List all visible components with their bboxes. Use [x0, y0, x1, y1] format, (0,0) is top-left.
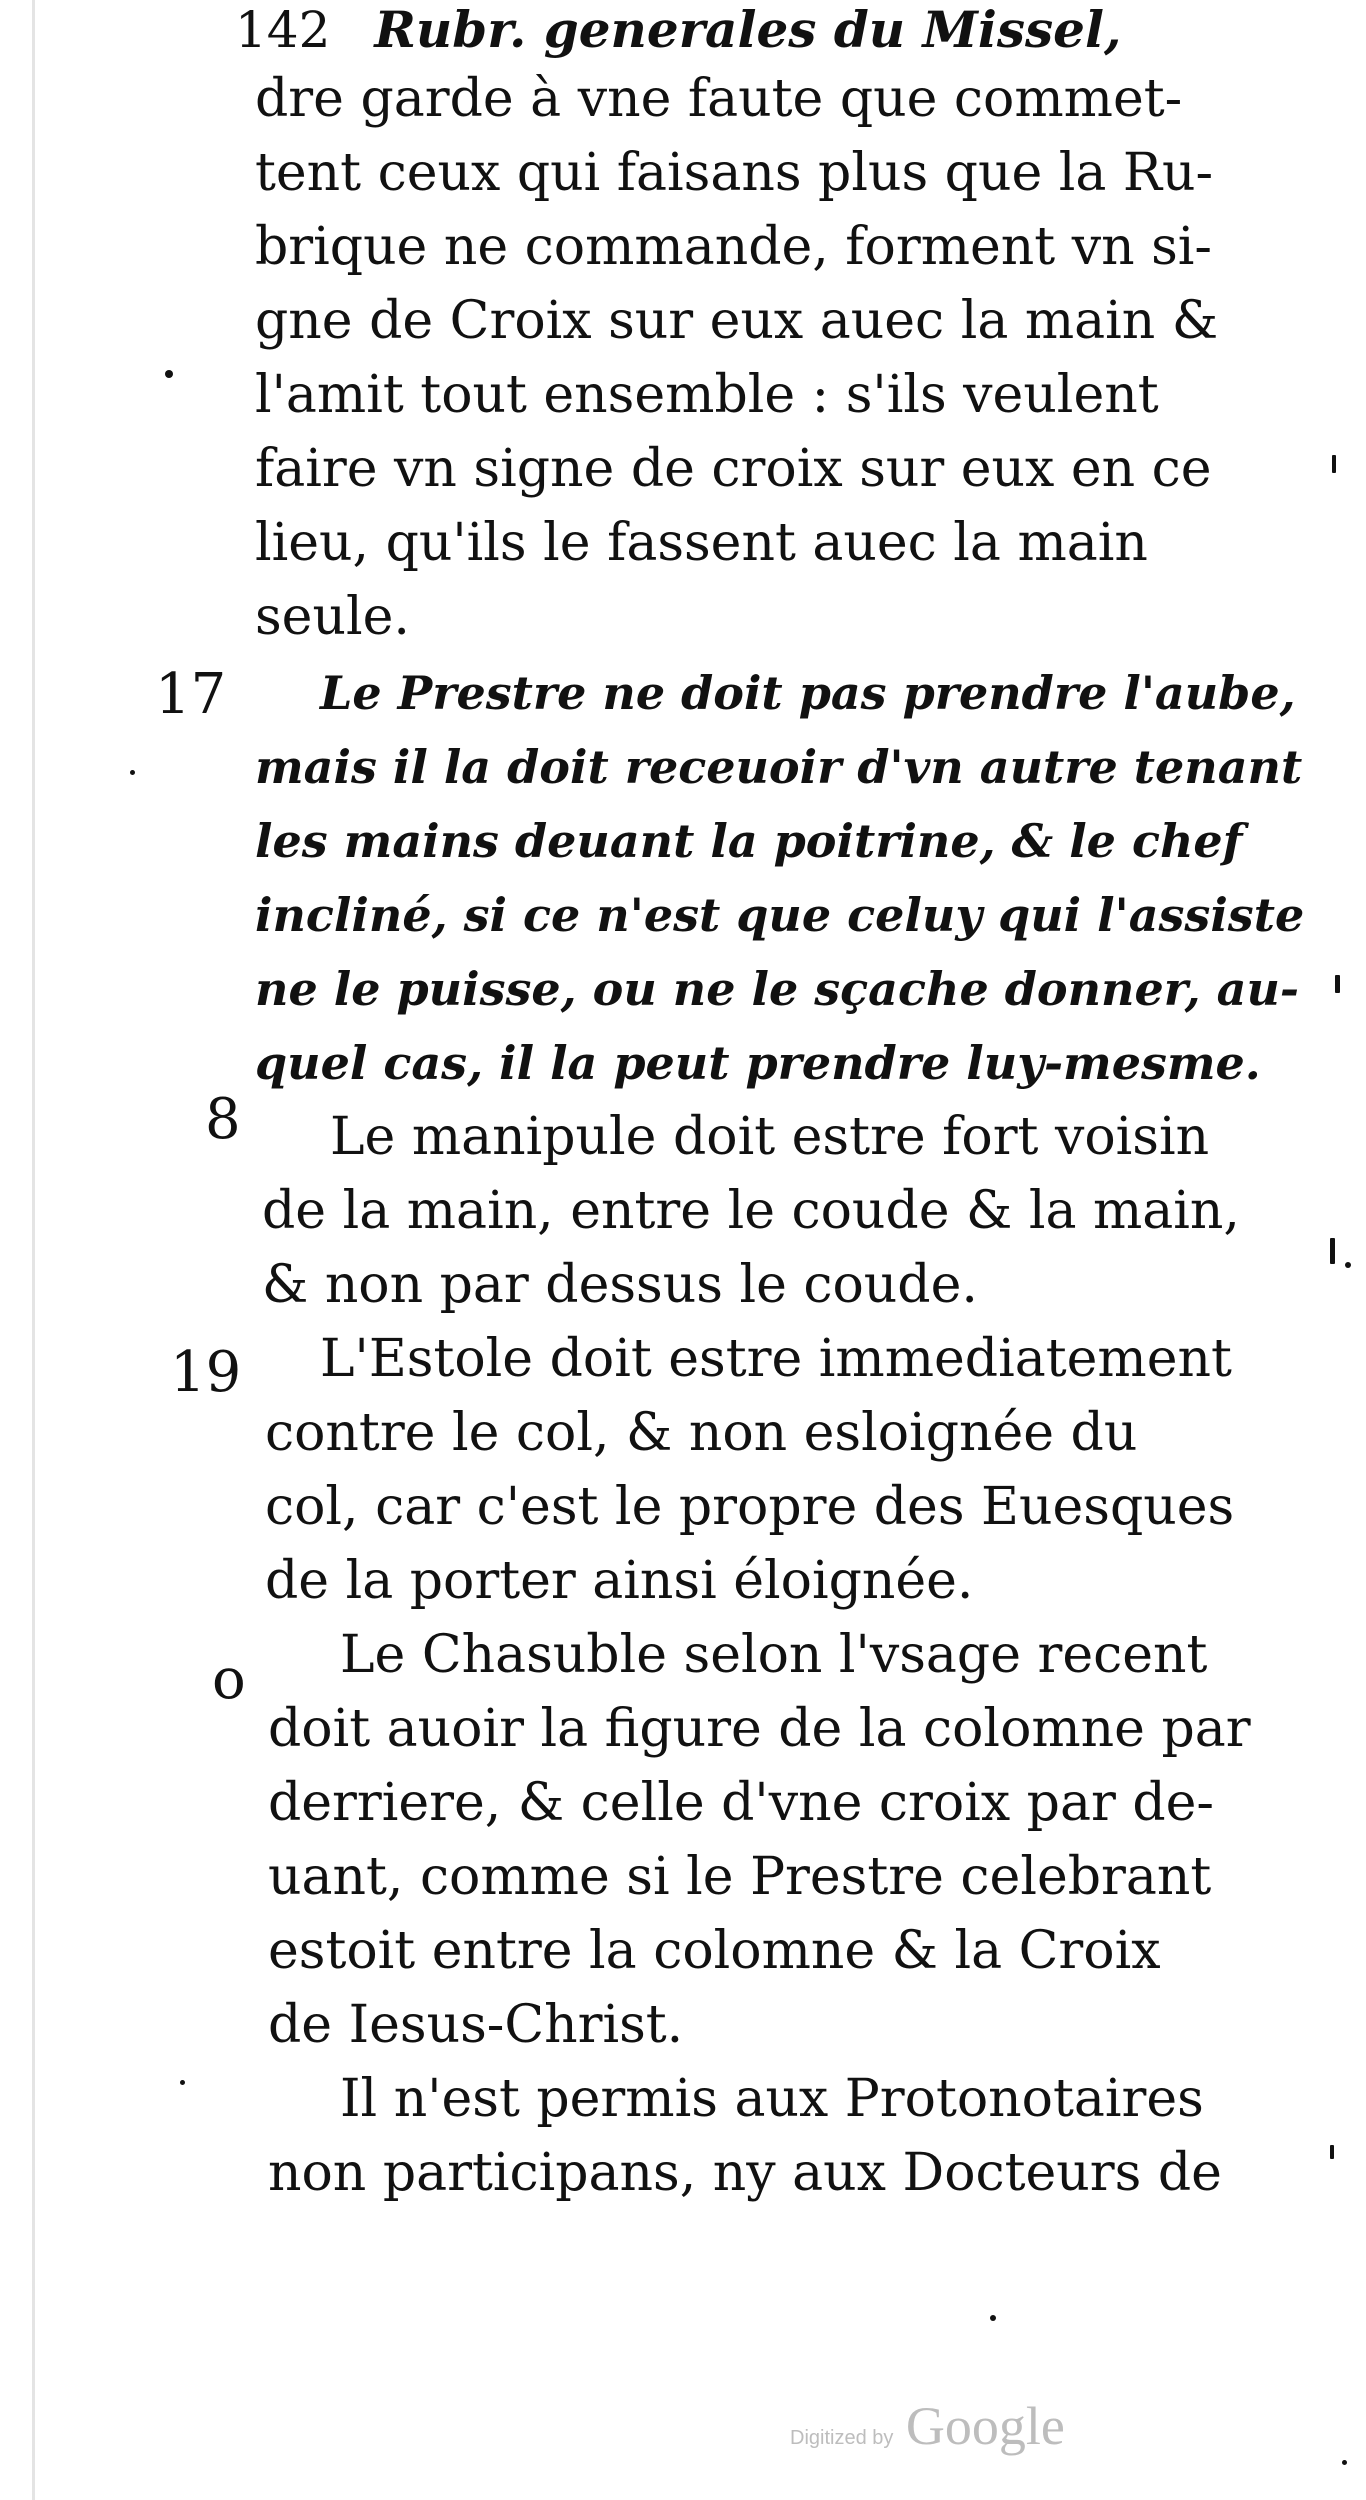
scan-speck — [1335, 975, 1340, 993]
text-line: de la main, entre le coude & la main, — [262, 1181, 1240, 1241]
text-line: L'Estole doit estre immediatement — [320, 1329, 1232, 1389]
text-line: l'amit tout ensemble : s'ils veulent — [255, 365, 1159, 425]
scan-speck — [1345, 1262, 1351, 1268]
text-line: uant, comme si le Prestre celebrant — [268, 1847, 1212, 1907]
scan-speck — [180, 2080, 185, 2085]
margin-number: 19 — [170, 1340, 242, 1405]
text-line: derriere, & celle d'vne croix par de- — [268, 1773, 1214, 1833]
text-line: tent ceux qui faisans plus que la Ru- — [255, 143, 1214, 203]
text-line: quel cas, il la peut prendre luy-mesme. — [255, 1036, 1261, 1090]
scan-speck — [990, 2315, 996, 2321]
text-line: contre le col, & non esloignée du — [265, 1403, 1138, 1463]
text-line: & non par dessus le coude. — [262, 1255, 978, 1315]
running-header — [235, 0, 1121, 60]
text-line: Le manipule doit estre fort voisin — [330, 1107, 1210, 1167]
scan-speck — [1330, 2145, 1334, 2159]
text-line: col, car c'est le propre des Euesques — [265, 1477, 1235, 1537]
text-line: estoit entre la colomne & la Croix — [268, 1921, 1161, 1981]
scan-speck — [1342, 2460, 1347, 2465]
margin-number: 17 — [155, 662, 227, 727]
text-line: lieu, qu'ils le fassent auec la main — [255, 513, 1148, 573]
text-line: faire vn signe de croix sur eux en ce — [255, 439, 1212, 499]
scan-speck — [1332, 455, 1336, 473]
text-line: ne le puisse, ou ne le sçache donner, au- — [255, 962, 1299, 1016]
text-line: Il n'est permis aux Protonotaires — [340, 2069, 1204, 2129]
text-line: gne de Croix sur eux auec la main & — [255, 291, 1219, 351]
watermark-brand: Google — [905, 2396, 1065, 2456]
text-line: Le Prestre ne doit pas prendre l'aube, — [320, 666, 1296, 720]
text-line: mais il la doit receuoir d'vn autre tenant — [255, 740, 1303, 794]
margin-number: 8 — [205, 1087, 241, 1152]
scan-speck — [1330, 1238, 1335, 1264]
scan-speck — [165, 370, 173, 378]
text-line: doit auoir la figure de la colomne par — [268, 1699, 1251, 1759]
text-line: incliné, si ce n'est que celuy qui l'assiste — [255, 888, 1305, 942]
page-gutter-edge — [32, 0, 35, 2500]
page-number: 142 — [235, 1, 331, 59]
text-line: brique ne commande, forment vn si- — [255, 217, 1212, 277]
digitization-watermark — [790, 2395, 1065, 2457]
watermark-prefix: Digitized by — [790, 2427, 894, 2449]
text-line: seule. — [255, 587, 410, 647]
text-line: de la porter ainsi éloignée. — [265, 1551, 974, 1611]
text-line: dre garde à vne faute que commet- — [255, 69, 1183, 129]
text-line: de Iesus-Christ. — [268, 1995, 684, 2055]
running-title: Rubr. generales du Missel, — [374, 0, 1122, 59]
text-line: non participans, ny aux Docteurs de — [268, 2143, 1222, 2203]
text-line: les mains deuant la poitrine, & le chef — [255, 814, 1243, 868]
margin-number: o — [212, 1647, 246, 1712]
scan-speck — [130, 770, 135, 775]
text-line: Le Chasuble selon l'vsage recent — [340, 1625, 1208, 1685]
